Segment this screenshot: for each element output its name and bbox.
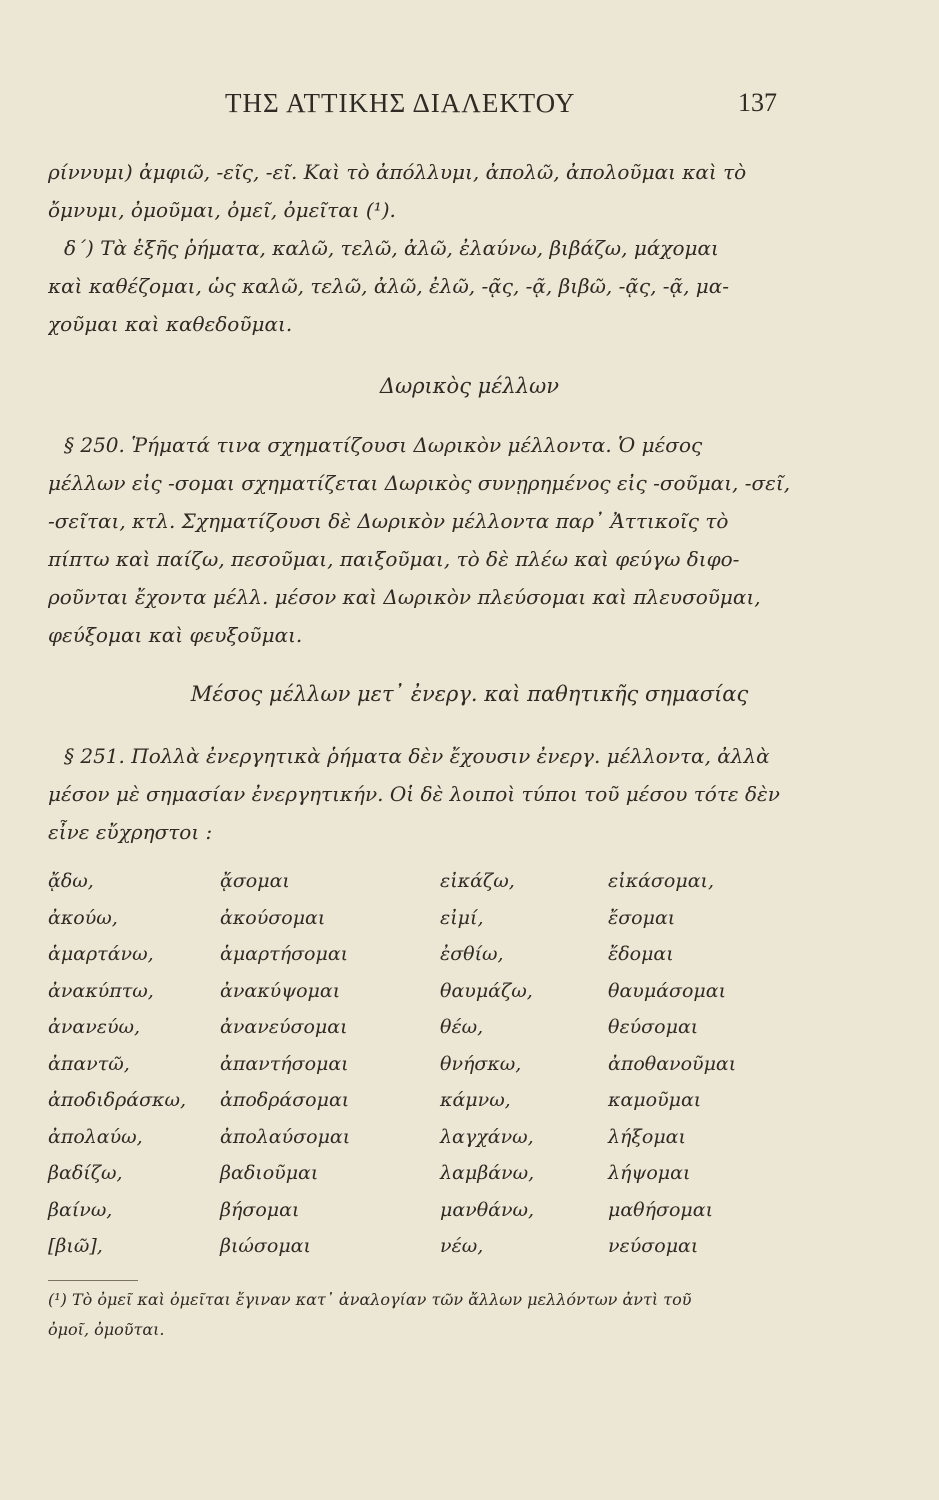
running-header (0, 88, 939, 128)
text-line: καὶ καθέζομαι, ὡς καλῶ, τελῶ, ἀλῶ, ἐλῶ, -ᾷς, -ᾷ, βιβῶ, -ᾷς, -ᾷ, μα- (48, 274, 730, 298)
text-line: πίπτω καὶ παίζω, πεσοῦμαι, παιξοῦμαι, τὸ δὲ πλέω καὶ φεύγω διφο- (48, 547, 740, 571)
section-heading-middle-future: Μέσος μέλλων μετ᾽ ἐνεργ. καὶ παθητικῆς σημασίας (190, 682, 749, 706)
text-line: μέσον μὲ σημασίαν ἐνεργητικήν. Οἱ δὲ λοιποὶ τύποι τοῦ μέσου τότε δὲν (48, 782, 780, 806)
verb-column-future-2 (608, 870, 736, 1272)
verb-cell: ἀκούω, (48, 906, 118, 929)
text-line: χοῦμαι καὶ καθεδοῦμαι. (48, 312, 293, 336)
header-title: ΤΗΣ ΑΤΤΙΚΗΣ ΔΙΑΛΕΚΤΟΥ (225, 88, 576, 118)
verb-cell: ᾄσομαι (220, 870, 290, 892)
verb-column-present-1 (48, 870, 186, 1272)
verb-cell: ᾄδω, (48, 870, 94, 892)
verb-cell: ἀκούσομαι (220, 906, 326, 929)
text-line: ρίννυμι) ἀμφιῶ, -εῖς, -εῖ. Καὶ τὸ ἀπόλλυμι, ἀπολῶ, ἀπολοῦμαι καὶ τὸ (48, 160, 747, 184)
verb-cell: βαίνω, (48, 1198, 113, 1221)
section-heading-doric-future: Δωρικὸς μέλλων (379, 374, 560, 398)
verb-cell: ἐσθίω, (440, 943, 504, 965)
verb-cell: ἀποδράσομαι (220, 1089, 350, 1111)
verb-cell: εἰκάζω, (440, 870, 515, 892)
verb-cell: βαδίζω, (48, 1162, 123, 1184)
footnote-line: ὀμοῖ, ὀμοῦται. (48, 1320, 165, 1339)
verb-column-future-1 (220, 870, 350, 1272)
text-line: § 251. Πολλὰ ἐνεργητικὰ ῥήματα δὲν ἔχουσιν ἐνεργ. μέλλοντα, ἀλλὰ (64, 744, 770, 768)
verb-cell: εἰκάσομαι, (608, 870, 715, 892)
footnote-divider (48, 1280, 138, 1281)
verb-cell: ἀπολαύσομαι (220, 1125, 351, 1148)
verb-cell: θαυμάζω, (440, 979, 533, 1002)
text-line: μέλλων εἰς -σομαι σχηματίζεται Δωρικὸς συνῃρημένος εἰς -σοῦμαι, -σεῖ, (48, 471, 791, 495)
verb-cell: μαθήσομαι (608, 1198, 714, 1221)
footnote-line: (¹) Τὸ ὀμεῖ καὶ ὀμεῖται ἔγιναν κατ᾽ ἀναλογίαν τῶν ἄλλων μελλόντων ἀντὶ τοῦ (48, 1290, 692, 1309)
page-number: 137 (738, 88, 777, 117)
verb-cell: θαυμάσομαι (608, 979, 727, 1002)
verb-cell: καμοῦμαι (608, 1089, 702, 1111)
verb-cell: θνήσκω, (440, 1052, 522, 1075)
verb-cell: ἀποθανοῦμαι (608, 1052, 737, 1075)
text-line: εἶνε εὔχρηστοι : (48, 820, 213, 844)
verb-cell: ἀνακύψομαι (220, 979, 341, 1002)
text-line: § 250. Ῥήματά τινα σχηματίζουσι Δωρικὸν μέλλοντα. Ὁ μέσος (64, 433, 703, 457)
verb-cell: λήψομαι (608, 1162, 691, 1184)
verb-cell: ἁμαρτήσομαι (220, 943, 349, 965)
text-line: ὄμνυμι, ὀμοῦμαι, ὀμεῖ, ὀμεῖται (¹). (48, 198, 396, 222)
verb-cell: ἔσομαι (608, 906, 676, 929)
verb-cell: ἀπολαύω, (48, 1125, 143, 1148)
verb-cell: λαμβάνω, (440, 1162, 535, 1184)
text-line: φεύξομαι καὶ φευξοῦμαι. (48, 623, 303, 647)
verb-column-present-2 (440, 870, 534, 1272)
verb-cell: ἀνανεύω, (48, 1016, 141, 1038)
verb-cell: ἀπαντῶ, (48, 1052, 130, 1075)
verb-cell: θεύσομαι (608, 1016, 699, 1038)
verb-cell: κάμνω, (440, 1089, 511, 1111)
verb-cell: θέω, (440, 1016, 484, 1038)
verb-cell: ἀνανεύσομαι (220, 1016, 348, 1038)
verb-cell: εἰμί, (440, 906, 484, 929)
verb-cell: νεύσομαι (608, 1235, 699, 1257)
text-line: -σεῖται, κτλ. Σχηματίζουσι δὲ Δωρικὸν μέλλοντα παρ᾽ Ἀττικοῖς τὸ (48, 509, 729, 533)
verb-cell: νέω, (440, 1235, 484, 1257)
verb-cell: [βιῶ], (48, 1235, 103, 1257)
verb-cell: ἁμαρτάνω, (48, 943, 154, 965)
verb-cell: βιώσομαι (220, 1235, 311, 1257)
verb-cell: ἀποδιδράσκω, (48, 1089, 187, 1111)
verb-cell: λήξομαι (608, 1125, 686, 1148)
verb-cell: βήσομαι (220, 1198, 300, 1221)
verb-cell: ἀνακύπτω, (48, 979, 154, 1002)
text-line: ροῦνται ἔχοντα μέλλ. μέσον καὶ Δωρικὸν πλεύσομαι καὶ πλευσοῦμαι, (48, 585, 761, 609)
verb-cell: ἀπαντήσομαι (220, 1052, 349, 1075)
text-line: δ΄) Τὰ ἑξῆς ῥήματα, καλῶ, τελῶ, ἀλῶ, ἐλαύνω, βιβάζω, μάχομαι (64, 236, 719, 260)
verb-cell: μανθάνω, (440, 1198, 535, 1221)
verb-cell: βαδιοῦμαι (220, 1162, 319, 1184)
verb-cell: ἔδομαι (608, 943, 674, 965)
verb-cell: λαγχάνω, (440, 1125, 534, 1148)
